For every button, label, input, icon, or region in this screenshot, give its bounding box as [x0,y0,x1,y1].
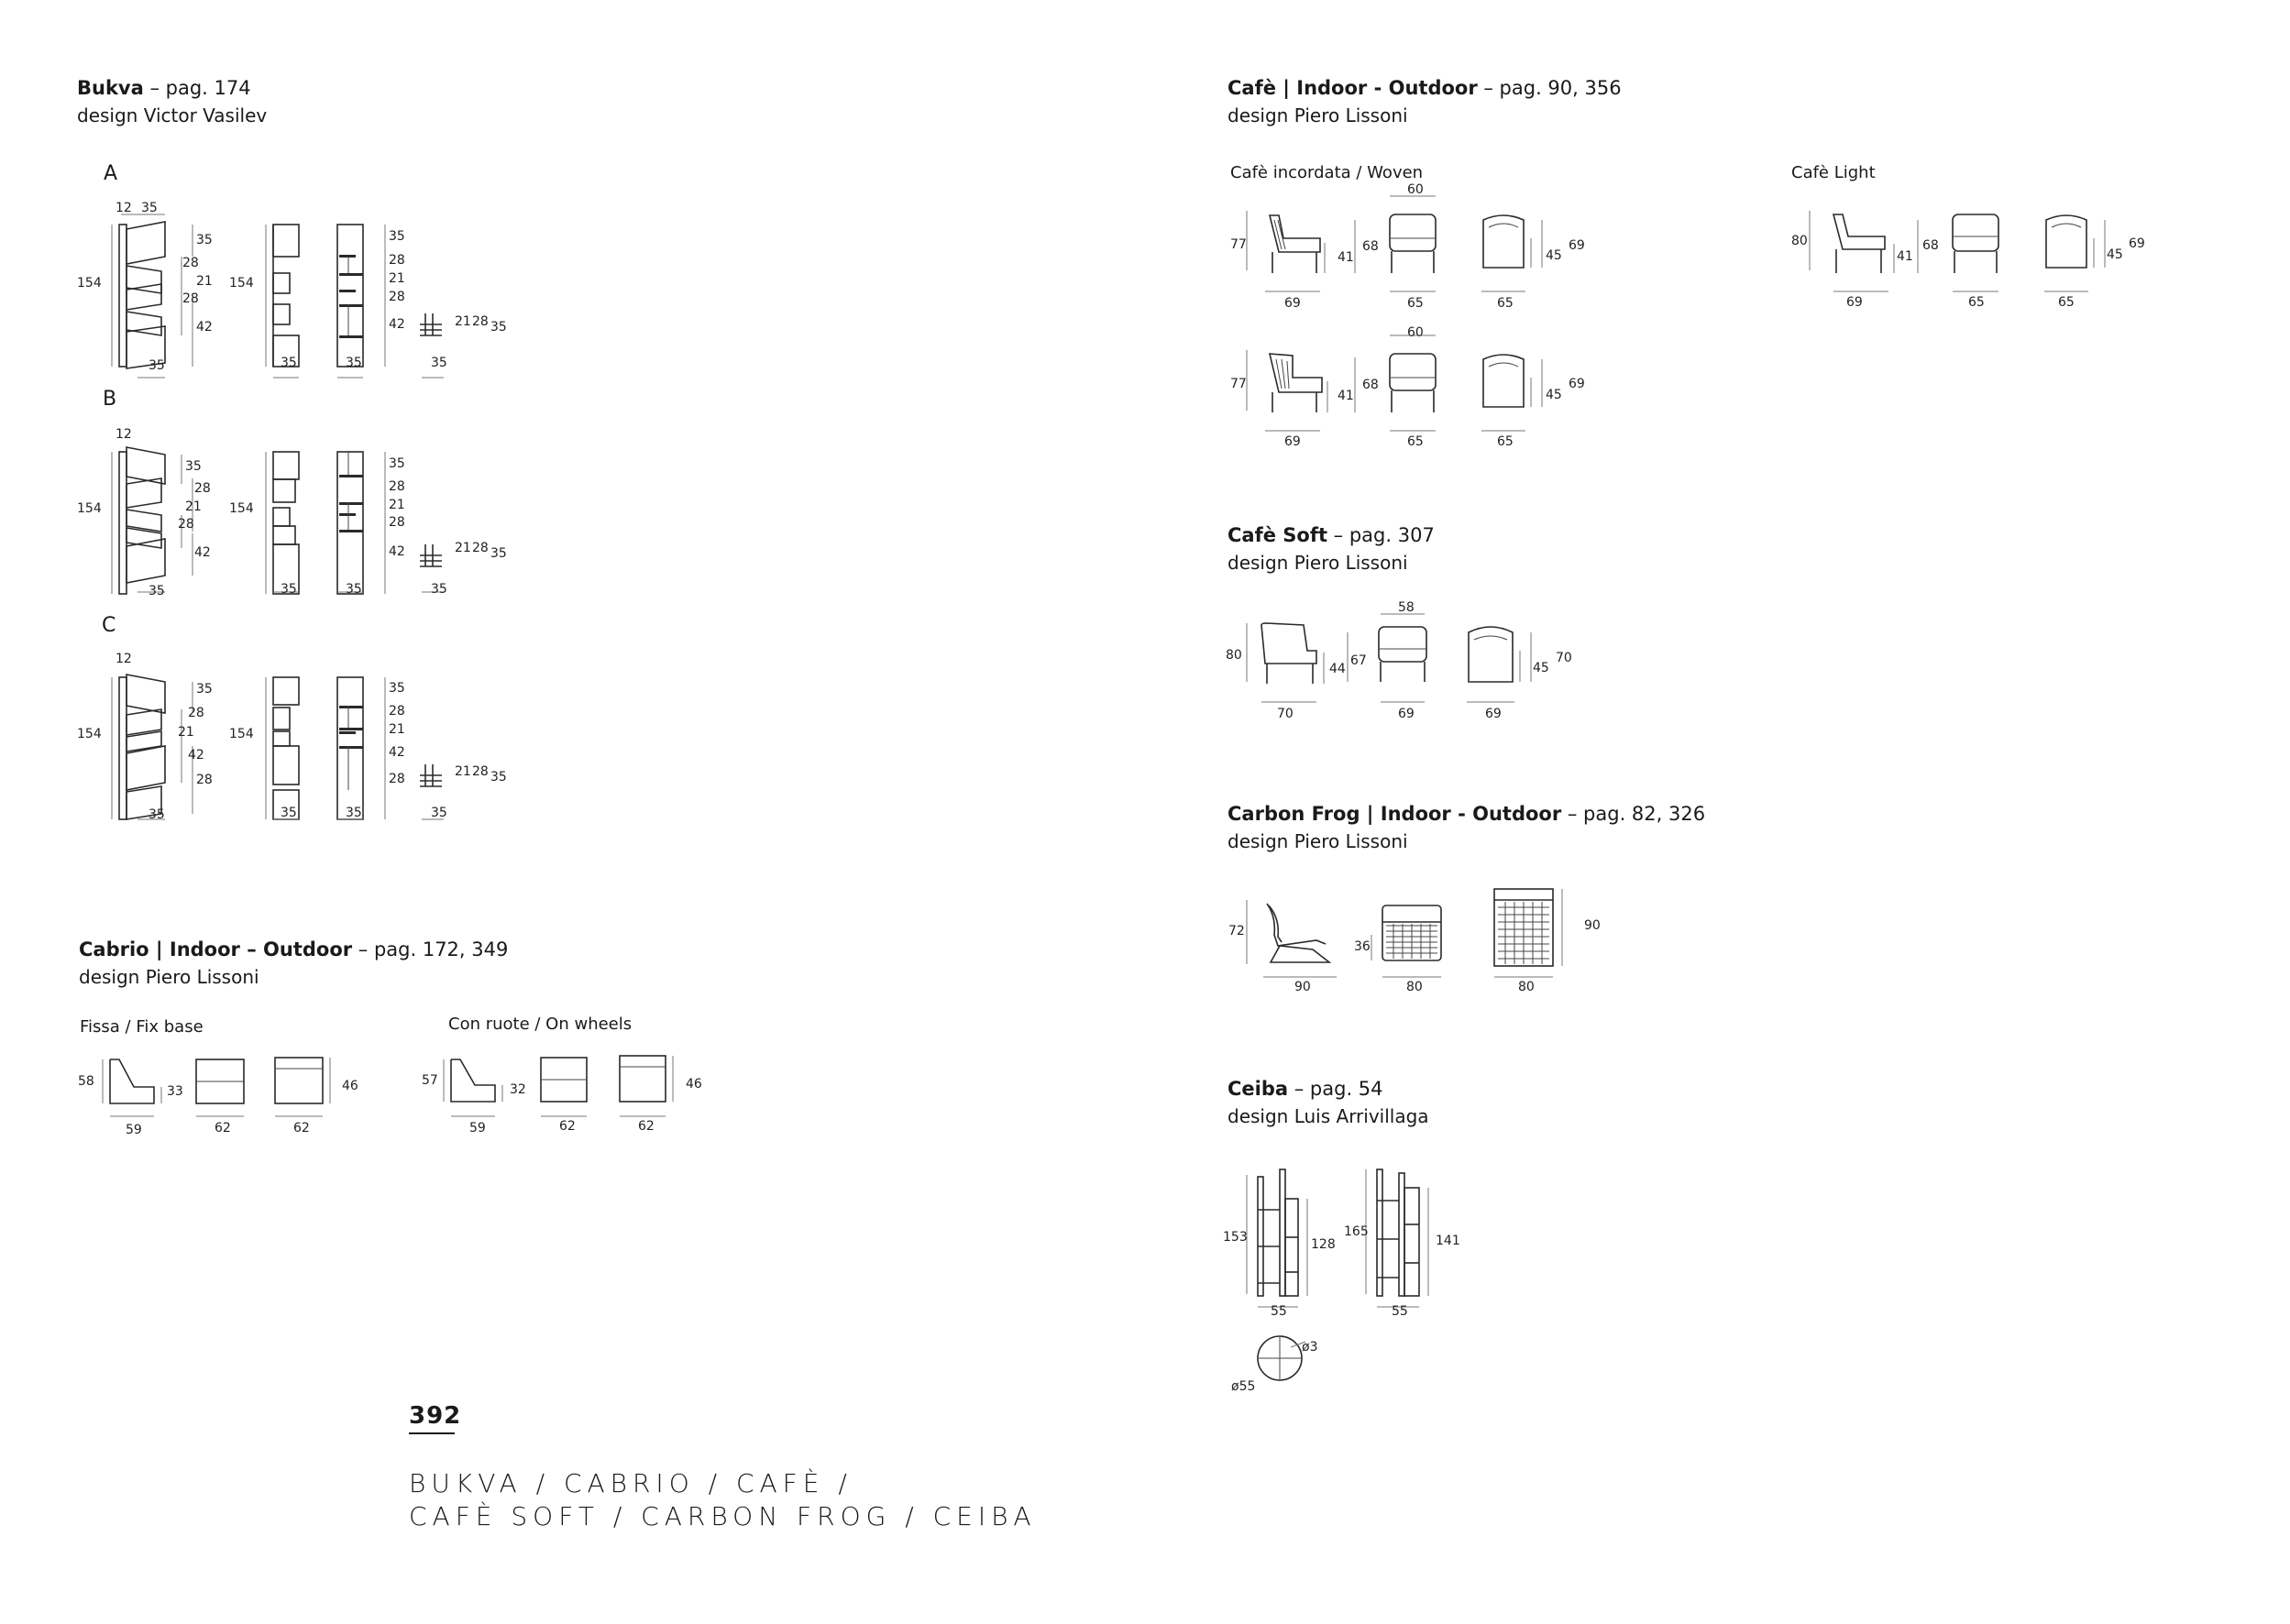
cafe-soft-dim-45: 45 [1533,661,1549,675]
bukva-b-plan-dim-2: 28 [472,541,489,555]
cafe-light-label: Cafè Light [1791,163,1876,182]
cafe-page-ref: – pag. 90, 356 [1477,77,1622,99]
bukva-a-front-width-1: 35 [281,356,297,370]
bukva-c-front-dim-2: 28 [389,704,405,719]
bukva-c-front-dim-1: 35 [389,681,405,696]
bukva-variant-label-b: B [103,388,117,411]
cafe-soft-height: 80 [1226,648,1242,663]
cabrio-wheels-width-3: 62 [638,1119,655,1134]
bukva-c-front-width-2: 35 [346,806,362,820]
bukva-b-side-width: 35 [149,584,165,598]
shelf-drawings [1228,1155,1503,1402]
cabrio-wheels-module-height: 46 [686,1077,702,1092]
bukva-b-front-dim-1: 35 [389,456,405,471]
ceiba-tube-diameter: ø3 [1302,1340,1318,1355]
cabrio-title [79,938,508,960]
bukva-c-dim-depth: 12 [116,652,132,666]
ceiba-name: Ceiba [1228,1078,1289,1100]
cabrio-fix-width-1: 59 [126,1123,142,1137]
ceiba-page-ref: – pag. 54 [1288,1078,1383,1100]
bukva-name: Bukva [77,77,144,99]
bukva-variant-label-a: A [104,162,118,185]
page-number: 392 [409,1402,462,1430]
ceiba-shelf-width-2: 55 [1392,1304,1408,1319]
bukva-c-side-dim-3: 21 [178,725,194,740]
bukva-b-side-height: 154 [77,501,102,516]
cabrio-fix-height: 58 [78,1074,94,1089]
bukva-b-plan-dim-3: 35 [490,546,507,561]
bukva-c-front-dim-5: 28 [389,772,405,786]
page-number-underline [409,1432,455,1434]
ceiba-shelf-height-2: 165 [1344,1224,1369,1239]
cabrio-name: Cabrio | Indoor – Outdoor [79,938,353,960]
bukva-a-side-width: 35 [149,358,165,373]
cafe-woven-r1-dim-45: 45 [1546,248,1562,263]
bukva-c-front-width-1: 35 [281,806,297,820]
cafe-woven-r2-width-3: 65 [1497,434,1514,449]
cafe-light-width-3: 65 [2058,295,2075,310]
bukva-c-plan-dim-3: 35 [490,770,507,785]
bukva-b-side-dim-4: 28 [178,517,194,532]
carbon-frog-designer: design Piero Lissoni [1228,830,1408,852]
cafe-light-height: 80 [1791,234,1808,248]
bukva-b-plan-width: 35 [431,582,447,597]
cabrio-wheels-seat-height: 32 [510,1082,526,1097]
bukva-c-side-dim-4: 42 [188,748,204,763]
carbon-frog-name: Carbon Frog | Indoor - Outdoor [1228,803,1562,825]
bukva-a-side-dim-5: 42 [196,320,213,335]
bukva-b-front-dim-4: 28 [389,515,405,530]
bukva-c-side-dim-5: 28 [196,773,213,787]
bukva-b-side-dim-1: 35 [185,459,202,474]
cafe-light-dim-69: 69 [2129,236,2145,251]
bukva-designer: design Victor Vasilev [77,104,268,126]
cafe-woven-r1-height: 77 [1230,237,1247,252]
cafe-woven-r2-height: 77 [1230,377,1247,391]
bookcase-side-panel [119,225,127,367]
cabrio-page-ref: – pag. 172, 349 [352,938,509,960]
bookcase-drawing-c [73,654,532,838]
bukva-b-side-dim-5: 42 [194,545,211,560]
bukva-b-plan-dim-1: 21 [455,541,471,555]
carbon-frog-page-ref: – pag. 82, 326 [1561,803,1706,825]
cafe-soft-width-1: 70 [1277,707,1294,721]
cabrio-wheels-width-1: 59 [469,1121,486,1136]
bukva-b-front-dim-5: 42 [389,544,405,559]
cabrio-wheels-width-2: 62 [559,1119,576,1134]
ceiba-base-diameter: ø55 [1231,1379,1256,1394]
carbon-frog-seat-height: 36 [1354,939,1371,954]
bukva-a-front-width-2: 35 [346,356,362,370]
bukva-b-front-height: 154 [229,501,254,516]
bukva-a-front-dim-1: 35 [389,229,405,244]
bukva-a-side-dim-1: 35 [196,233,213,247]
cabrio-fix-seat-height: 33 [167,1084,183,1099]
bukva-b-front-width-1: 35 [281,582,297,597]
bukva-a-plan-dim-3: 35 [490,320,507,335]
bukva-b-side-dim-2: 28 [194,481,211,496]
bukva-c-front-dim-3: 21 [389,722,405,737]
bukva-page-ref: – pag. 174 [143,77,251,99]
cafe-light-width-2: 65 [1968,295,1985,310]
woven-mesh-carbon-frog [1386,902,1549,964]
armchair-drawings [1228,183,2200,458]
cafe-soft-width-3: 69 [1485,707,1502,721]
cafe-soft-dim-70: 70 [1556,651,1572,665]
bukva-b-side-dim-3: 21 [185,499,202,514]
bukva-b-front-width-2: 35 [346,582,362,597]
cafe-woven-r1-arm: 68 [1362,239,1379,254]
cafe-woven-r2-width-1: 69 [1284,434,1301,449]
cabrio-fix-width-2: 62 [215,1121,231,1136]
bukva-b-dim-depth: 12 [116,427,132,442]
bukva-c-plan-dim-1: 21 [455,764,471,779]
bukva-c-front-height: 154 [229,727,254,741]
ceiba-title [1228,1078,1383,1100]
bukva-a-dim-depth: 12 [116,201,132,215]
bukva-a-plan-width: 35 [431,356,447,370]
cafe-woven-r1-width-1: 69 [1284,296,1301,311]
cabrio-fix-width-3: 62 [293,1121,310,1136]
cafe-woven-r1-width-2: 65 [1407,296,1424,311]
bukva-variant-label-c: C [102,614,116,637]
footer-line-2: CAFÈ SOFT / CARBON FROG / CEIBA [409,1501,1037,1531]
bukva-a-side-height: 154 [77,276,102,291]
bukva-a-front-dim-5: 42 [389,317,405,332]
footer-line-1: BUKVA / CABRIO / CAFÈ / [409,1468,853,1498]
cafe-woven-r2-width-2: 65 [1407,434,1424,449]
bukva-a-front-dim-2: 28 [389,253,405,268]
bookcase-drawing-a [73,202,532,385]
bukva-a-front-dim-4: 28 [389,290,405,304]
bukva-c-plan-dim-2: 28 [472,764,489,779]
cabrio-fix-module-height: 46 [342,1079,358,1093]
bukva-c-side-dim-1: 35 [196,682,213,697]
lounge-chair-drawings [1228,880,1632,990]
cabrio-wheels-height: 57 [422,1073,438,1088]
bukva-a-plan-dim-1: 21 [455,314,471,329]
ceiba-shelf-inner-height-1: 128 [1311,1237,1336,1252]
bukva-c-front-dim-4: 42 [389,745,405,760]
cafe-woven-r1-dim-69: 69 [1569,238,1585,253]
bukva-a-plan-dim-2: 28 [472,314,489,329]
cafe-light-width-1: 69 [1846,295,1863,310]
cafe-woven-r1-depth-top: 60 [1407,182,1424,197]
ceiba-designer: design Luis Arrivillaga [1228,1105,1429,1127]
bukva-a-side-dim-2: 28 [182,256,199,270]
cafe-woven-r2-dim-45: 45 [1546,388,1562,402]
cafe-soft-seat: 44 [1329,662,1346,676]
bukva-a-side-dim-3: 21 [196,274,213,289]
carbon-frog-width-3: 80 [1518,980,1535,994]
cafe-woven-r2-depth-top: 60 [1407,325,1424,340]
bukva-b-front-dim-2: 28 [389,479,405,494]
cafe-soft-name: Cafè Soft [1228,524,1327,546]
cabrio-wheels-label: Con ruote / On wheels [448,1015,633,1034]
carbon-frog-title [1228,803,1705,825]
cabrio-fix-label: Fissa / Fix base [80,1017,204,1037]
bukva-c-plan-width: 35 [431,806,447,820]
cafe-woven-r2-seat: 41 [1338,389,1354,403]
cafe-soft-width-2: 69 [1398,707,1415,721]
cafe-soft-page-ref: – pag. 307 [1327,524,1435,546]
bukva-c-side-dim-2: 28 [188,706,204,720]
cafe-woven-label: Cafè incordata / Woven [1230,163,1424,182]
bukva-c-side-height: 154 [77,727,102,741]
carbon-frog-width-1: 90 [1294,980,1311,994]
cafe-title [1228,77,1622,99]
cafe-soft-designer: design Piero Lissoni [1228,552,1408,574]
bukva-a-front-height: 154 [229,276,254,291]
bookcase-drawing-b [73,429,532,612]
cabrio-designer: design Piero Lissoni [79,966,259,988]
ceiba-shelf-inner-height-2: 141 [1436,1234,1460,1248]
carbon-frog-height: 72 [1228,924,1245,938]
cafe-light-seat: 41 [1897,249,1913,264]
ceiba-shelf-width-1: 55 [1271,1304,1287,1319]
cafe-soft-title [1228,524,1435,546]
carbon-frog-module-height: 90 [1584,918,1601,933]
bukva-b-front-dim-3: 21 [389,498,405,512]
cafe-soft-arm: 67 [1350,653,1367,668]
cafe-woven-r1-seat: 41 [1338,250,1354,265]
bukva-a-dim-width-top: 35 [141,201,158,215]
cafe-soft-depth-top: 58 [1398,600,1415,615]
bukva-title [77,77,251,99]
cafe-light-arm: 68 [1922,238,1939,253]
ceiba-shelf-height-1: 153 [1223,1230,1248,1245]
cafe-woven-r2-arm: 68 [1362,378,1379,392]
cafe-name: Cafè | Indoor - Outdoor [1228,77,1478,99]
cafe-woven-r2-dim-69: 69 [1569,377,1585,391]
cafe-woven-r1-width-3: 65 [1497,296,1514,311]
carbon-frog-width-2: 80 [1406,980,1423,994]
bukva-c-side-width: 35 [149,807,165,822]
cafe-designer: design Piero Lissoni [1228,104,1408,126]
bukva-a-side-dim-4: 28 [182,291,199,306]
bukva-a-front-dim-3: 21 [389,271,405,286]
cafe-light-dim-45: 45 [2107,247,2123,262]
